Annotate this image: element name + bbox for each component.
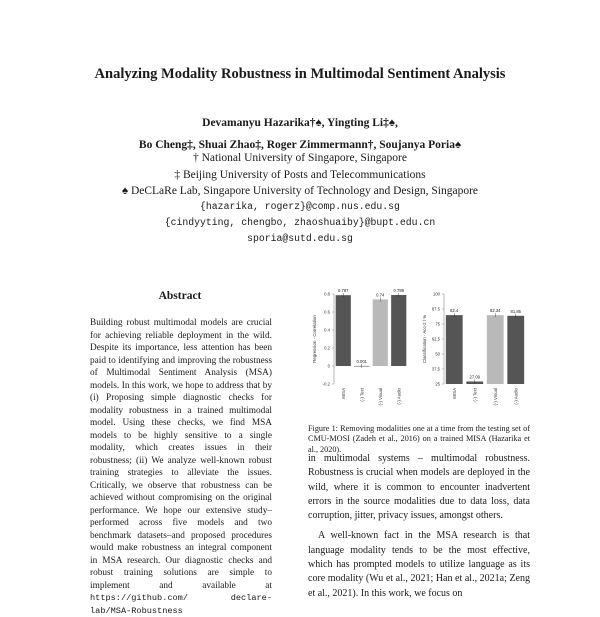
paper-title: Analyzing Modality Robustness in Multimodal Sentiment Analysis (94, 66, 506, 82)
authors-line-2: Bo Cheng‡, Shuai Zhao‡, Roger Zimmermann†, Soujanya Poria♠ (138, 139, 462, 151)
chart-1-tick-label: -0.2 (322, 381, 330, 387)
chart-2-tick-label: 25 (435, 381, 440, 387)
authors-line-1: Devamanyu Hazarika†♠, Yingting Li‡♠, (202, 117, 398, 129)
abstract-text (90, 317, 272, 617)
chart-1-value-label: 0.001 (356, 358, 367, 364)
chart-1-tick-label: 0 (327, 363, 330, 369)
chart-2-tick-label: 87.5 (431, 306, 440, 312)
chart-2-category-label: (-) Audio (513, 388, 519, 405)
figure-1-charts (306, 284, 532, 422)
affiliations (0, 150, 600, 200)
affiliation-bupt: ‡ Beijing University of Posts and Telecommunications (174, 168, 426, 181)
chart-1-bar (373, 299, 388, 366)
chart-2-tick-label: 50 (435, 351, 440, 357)
email-nus: {hazarika, rogerz}@comp.nus.edu.sg (200, 201, 400, 212)
chart-1-bar (336, 295, 351, 366)
chart-2-value-label: 82.34 (490, 308, 501, 314)
figure-caption: Figure 1: Removing modalities one at a time from the testing set of CMU-MOSI (Zadeh et al., 2016) on a trained MISA (Hazarika et al., 2020). (308, 424, 530, 454)
chart-2-bar (487, 315, 504, 384)
chart-2-tick-label: 75 (435, 321, 440, 327)
abstract-link-cont[interactable]: declare-lab/MSA-Robustness (90, 593, 272, 616)
chart-1-category-label: (-) Visual (377, 388, 383, 406)
chart-1-tick-label: 0.2 (324, 345, 330, 351)
affiliation-sutd: ♠ DeCLaRe Lab, Singapore University of Technology and Design, Singapore (121, 185, 479, 197)
email-sutd: sporia@sutd.edu.sg (247, 233, 353, 244)
chart-1-category-label: MISA (340, 388, 346, 399)
chart-2-bar (446, 315, 463, 384)
chart-1-category-label: (-) Audio (396, 388, 402, 405)
chart-1-value-label: 0.789 (393, 287, 404, 293)
chart-1-tick-label: 0.8 (324, 291, 330, 297)
chart-2-y-label: Classification - Acc-2 / % (422, 314, 427, 364)
chart-1-tick-label: 0.6 (324, 309, 330, 315)
chart-1-tick-label: 0.4 (324, 327, 330, 333)
chart-2-category-label: MISA (451, 388, 457, 399)
body-paragraph-2: A well-known fact in the MSA research is that language modality tends to be the most effective, which has prompted models to utilize language as its core modality (Wu et al., 2021; Han et al., 2021a; Zeng et al., 2021). In this work, we focus on (308, 530, 530, 599)
email-bupt: {cindyyting, chengbo, zhaoshuaiby}@bupt.edu.cn (164, 217, 436, 228)
body-paragraph-1: in multimodal systems – multimodal robustness. Robustness is crucial when models are deployed in the wild, where it is common to encounter inadvertent errors in the source modalities due to data loss, data corruption, jitter, privacy issues, amongst others. (308, 453, 530, 522)
abstract-heading: Abstract (158, 290, 202, 302)
chart-2-tick-label: 62.5 (431, 336, 440, 342)
chart-2-bar (507, 316, 524, 384)
chart-2-category-label: (-) Text (472, 388, 478, 402)
chart-1-value-label: 0.787 (338, 288, 349, 294)
chart-1-category-label: (-) Text (359, 388, 365, 402)
chart-2-tick-label: 100 (433, 291, 440, 297)
chart-2-tick-label: 37.5 (431, 366, 440, 372)
affiliation-nus: † National University of Singapore, Singapore (193, 152, 407, 164)
chart-2-category-label: (-) Visual (492, 388, 498, 406)
abstract-link[interactable]: https://github.com/ (90, 593, 188, 603)
figure-1 (306, 284, 532, 422)
chart-2-value-label: 82.4 (450, 308, 459, 314)
body-column-text (308, 452, 530, 601)
chart-1-y-label: Regression - Correlation (312, 315, 317, 363)
chart-2-value-label: 27.09 (469, 374, 480, 380)
email-list (0, 199, 600, 247)
abstract-paragraph: Building robust multimodal models are crucial for achieving reliable deployment in the wild. Despite its importance, less attention has been paid to identifying and improving the robustness of Multimodal Sentiment Analysis (MSA) models. In this work, we hope to address that by (i) Proposing simple diagnostic checks for modality robustness in a trained multimodal model. Using these checks, we find MSA models to be highly sensitive to a single modality, which creates issues in their robustness; (ii) We analyze well-known robust training strategies to alleviate the issues. Critically, we observe that robustness can be achieved without compromising on the original performance. We hope our extensive study–performed across five models and two benchmark datasets–and proposed procedures would make robustness an integral component in MSA research. Our diagnostic checks and robust training solutions are simple to implement and available at (90, 318, 272, 591)
chart-1-bar (391, 295, 406, 366)
chart-1-value-label: 0.74 (376, 292, 385, 298)
chart-2-value-label: 81.85 (510, 308, 521, 314)
